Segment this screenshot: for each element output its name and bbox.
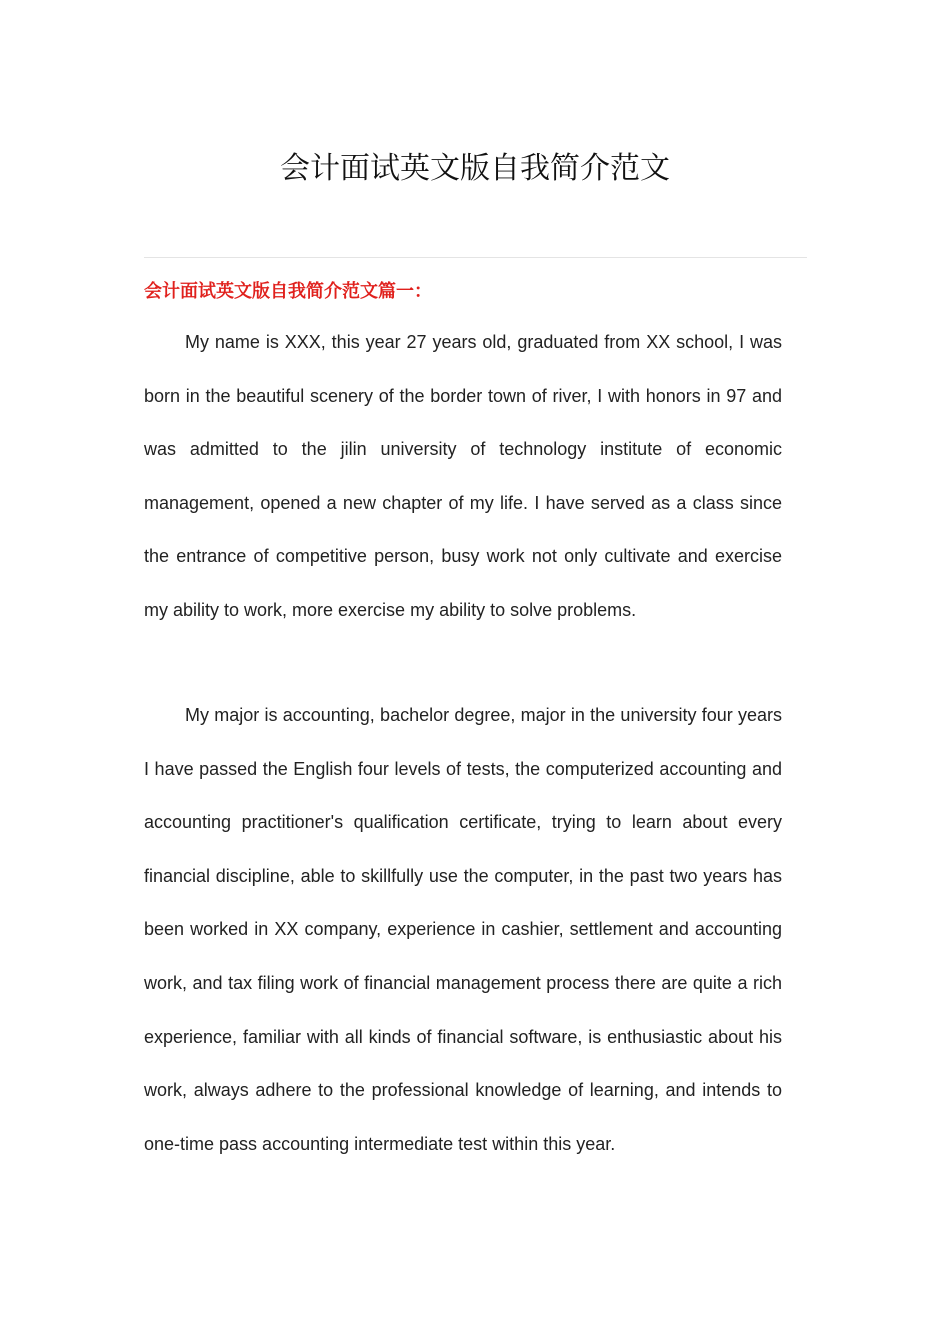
section-heading: 会计面试英文版自我简介范文篇一： — [144, 281, 432, 302]
paragraph-1: My name is XXX, this year 27 years old, graduated from XX school, I was born in the beautiful scenery of the border town of river, I with honors in 97 and was admitted to the jilin university of technology institute of economic management, opened a new chapter of my life. I have served as a class since the entrance of competitive person, busy work not only cultivate and exercise my ability to work, more exercise my ability to solve problems. — [144, 332, 782, 620]
title-divider — [144, 257, 807, 258]
document-title: 会计面试英文版自我简介范文 — [280, 151, 670, 186]
paragraph-2: My major is accounting, bachelor degree, major in the university four years I have passed the English four levels of tests, the computerized accounting and accounting practitioner's qualification certificate, trying to learn about every financial discipline, able to skillfully use the computer, in the past two years has been worked in XX company, experience in cashier, settlement and accounting work, and tax filing work of financial management process there are quite a rich experience, familiar with all kinds of financial software, is enthusiastic about his work, always adhere to the professional knowledge of learning, and intends to one-time pass accounting intermediate test within this year. — [144, 705, 782, 1154]
